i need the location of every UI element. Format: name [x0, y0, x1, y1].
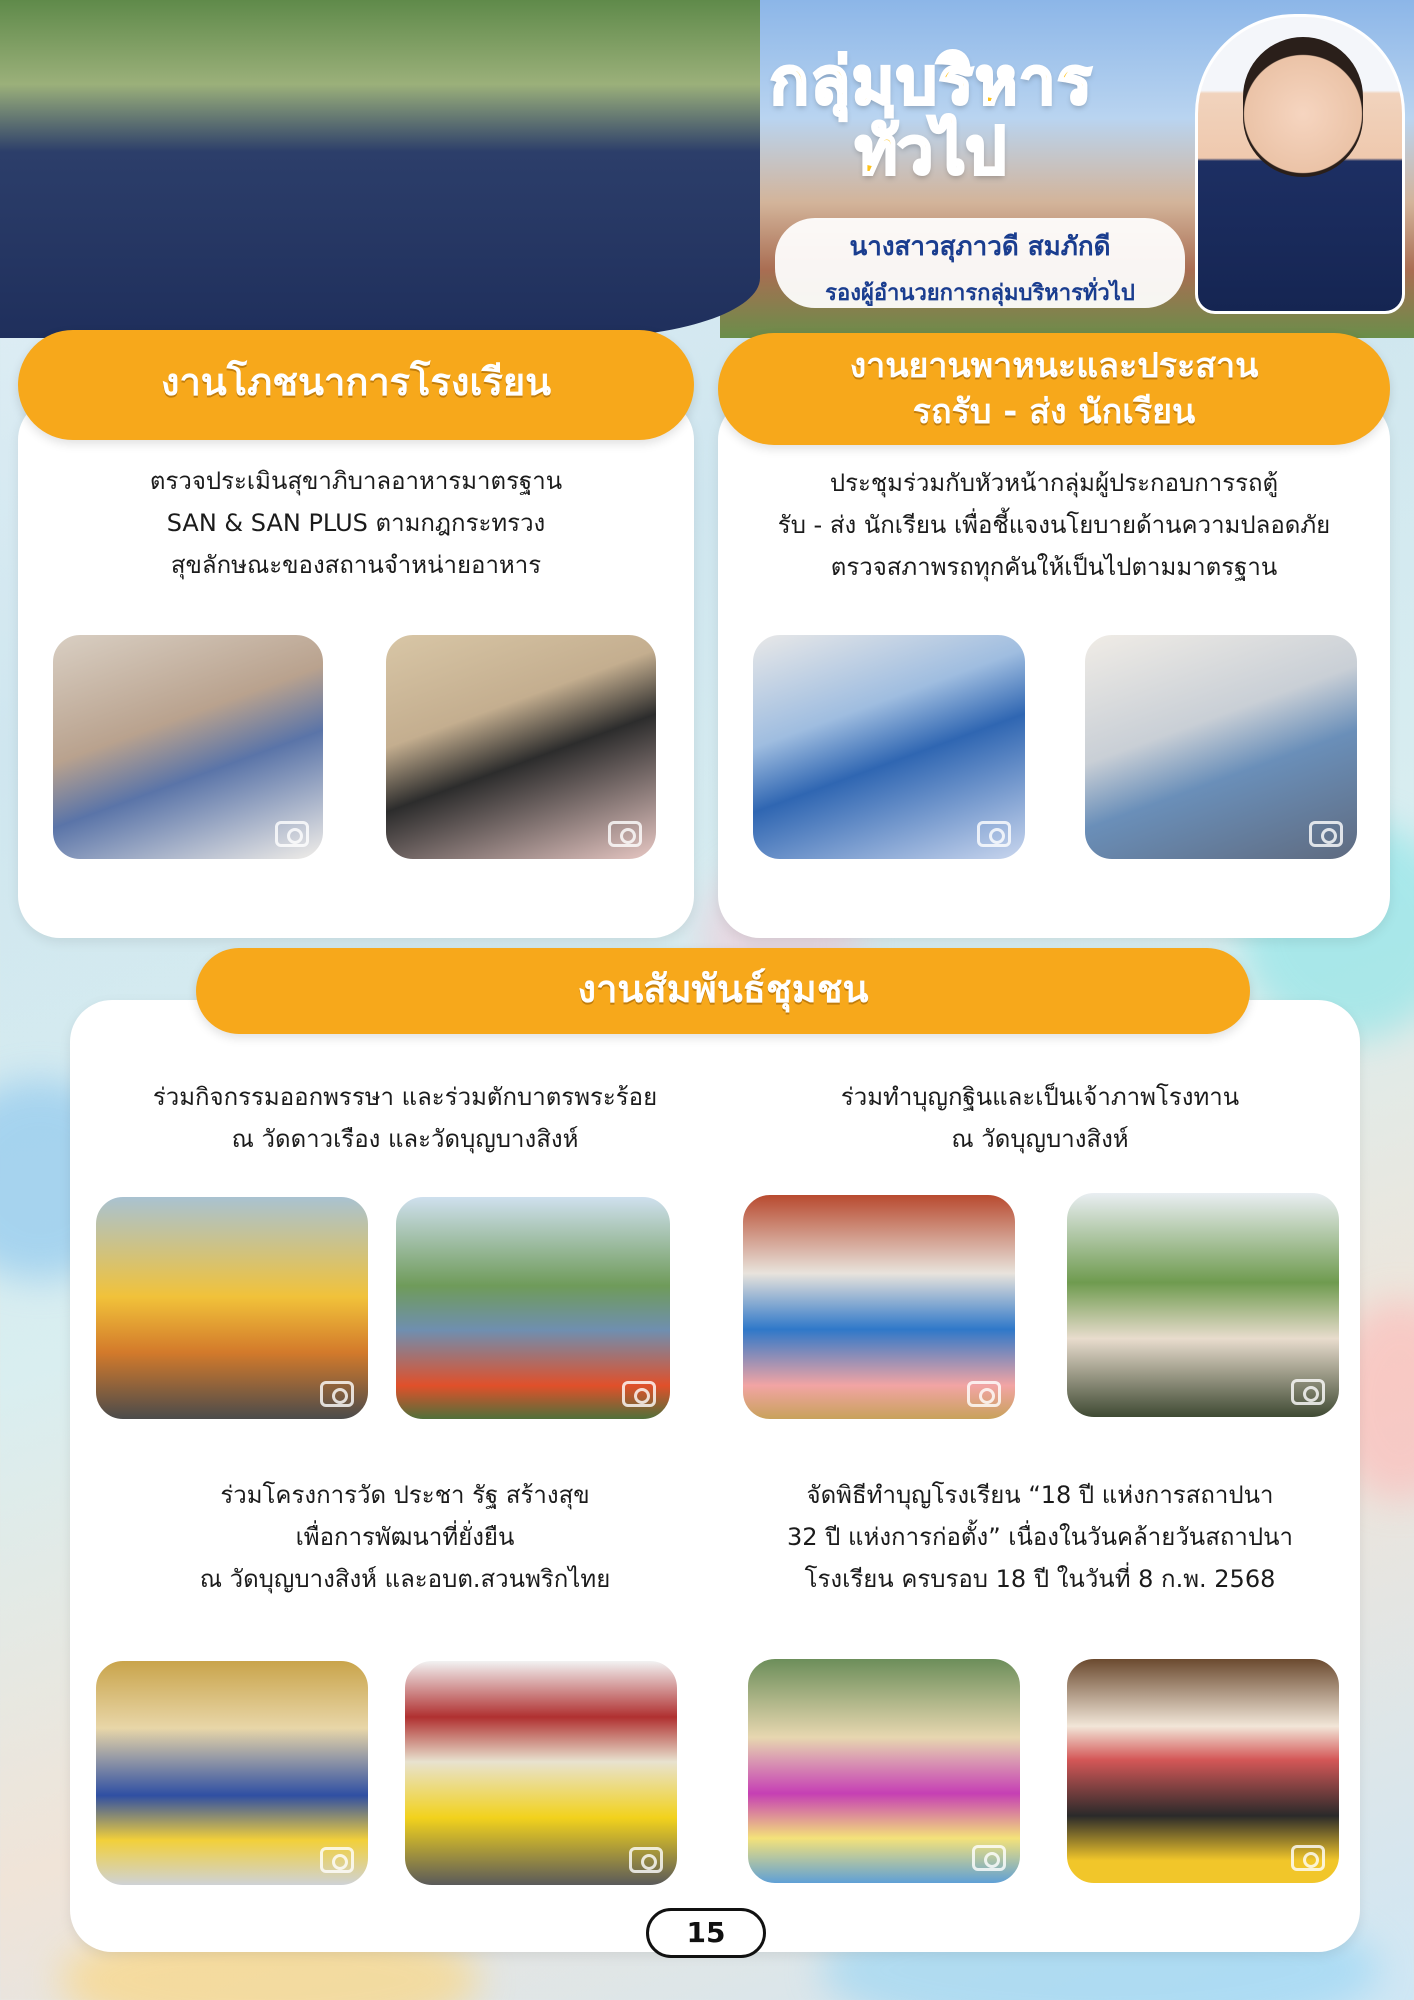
community-photo-6	[402, 1658, 680, 1888]
person-position: รองผู้อำนวยการกลุ่มบริหารทั่วไป	[825, 281, 1135, 306]
transport-description	[718, 462, 1390, 588]
community-item2-description	[720, 1076, 1360, 1160]
photo-icon	[967, 1381, 1001, 1407]
community-photo-5	[93, 1658, 371, 1888]
nutrition-photo-2	[383, 632, 659, 862]
transport-photo-2	[1082, 632, 1360, 862]
community-desc-line: ณ วัดดาวเรือง และวัดบุญบางสิงห์	[231, 1125, 579, 1153]
group-photo	[0, 0, 760, 338]
nutrition-title-text: งานโภชนาการโรงเรียน	[160, 360, 552, 404]
community-photo-8	[1064, 1656, 1342, 1886]
page-title-line1: กลุ่มบริหาร	[770, 45, 1094, 119]
transport-title-line1: งานยานพาหนะและประสาน	[849, 346, 1259, 386]
community-desc-line: ณ วัดบุญบางสิงห์	[951, 1125, 1129, 1153]
community-photo-2	[393, 1194, 673, 1422]
transport-desc-line: ประชุมร่วมกับหัวหน้ากลุ่มผู้ประกอบการรถตู้	[829, 469, 1279, 497]
transport-title	[718, 333, 1390, 445]
name-plate	[775, 218, 1185, 308]
community-photo-7	[745, 1656, 1023, 1886]
community-title	[196, 948, 1250, 1034]
community-photo-1	[93, 1194, 371, 1422]
portrait-icon	[1243, 37, 1363, 177]
transport-desc-line: รับ - ส่ง นักเรียน เพื่อชี้แจงนโยบายด้านความปลอดภัย	[777, 511, 1331, 539]
photo-icon	[629, 1847, 663, 1873]
transport-desc-line: ตรวจสภาพรถทุกคันให้เป็นไปตามมาตรฐาน	[830, 553, 1278, 581]
community-desc-line: ณ วัดบุญบางสิงห์ และอบต.สวนพริกไทย	[199, 1565, 611, 1593]
photo-icon	[972, 1845, 1006, 1871]
photo-icon	[1291, 1845, 1325, 1871]
photo-icon	[1291, 1379, 1325, 1405]
nutrition-desc-line: สุขลักษณะของสถานจำหน่ายอาหาร	[170, 551, 542, 579]
photo-icon	[977, 821, 1011, 847]
photo-icon	[622, 1381, 656, 1407]
nutrition-description	[18, 460, 694, 586]
nutrition-photo-1	[50, 632, 326, 862]
transport-title-line2: รถรับ - ส่ง นักเรียน	[912, 392, 1196, 432]
transport-photo-1	[750, 632, 1028, 862]
community-desc-line: เพื่อการพัฒนาที่ยั่งยืน	[295, 1523, 515, 1551]
community-desc-line: 32 ปี แห่งการก่อตั้ง” เนื่องในวันคล้ายวันสถาปนา	[787, 1523, 1293, 1551]
photo-icon	[275, 821, 309, 847]
nutrition-title	[18, 330, 694, 440]
person-name: นางสาวสุภาวดี สมภักดี	[849, 232, 1111, 262]
page-title-line2: ทั่วไป	[855, 115, 1006, 189]
community-desc-line: ร่วมกิจกรรมออกพรรษา และร่วมตักบาตรพระร้อย	[152, 1083, 658, 1111]
header	[0, 0, 1414, 340]
nutrition-desc-line: SAN & SAN PLUS ตามกฎกระทรวง	[166, 509, 546, 537]
photo-icon	[608, 821, 642, 847]
community-item1-description	[90, 1076, 720, 1160]
nutrition-desc-line: ตรวจประเมินสุขาภิบาลอาหารมาตรฐาน	[149, 467, 563, 495]
community-desc-line: ร่วมทำบุญกฐินและเป็นเจ้าภาพโรงทาน	[840, 1083, 1240, 1111]
community-item3-description	[90, 1474, 720, 1600]
portrait-photo	[1195, 14, 1405, 314]
community-title-text: งานสัมพันธ์ชุมชน	[577, 967, 869, 1011]
photo-icon	[320, 1381, 354, 1407]
community-photo-4	[1064, 1190, 1342, 1420]
community-photo-3	[740, 1192, 1018, 1422]
page-number: 15	[646, 1908, 766, 1958]
community-item4-description	[720, 1474, 1360, 1600]
photo-icon	[1309, 821, 1343, 847]
community-desc-line: โรงเรียน ครบรอบ 18 ปี ในวันที่ 8 ก.พ. 2568	[804, 1565, 1276, 1593]
community-desc-line: จัดพิธีทำบุญโรงเรียน “18 ปี แห่งการสถาปนา	[806, 1481, 1274, 1509]
photo-icon	[320, 1847, 354, 1873]
community-desc-line: ร่วมโครงการวัด ประชา รัฐ สร้างสุข	[220, 1481, 590, 1509]
